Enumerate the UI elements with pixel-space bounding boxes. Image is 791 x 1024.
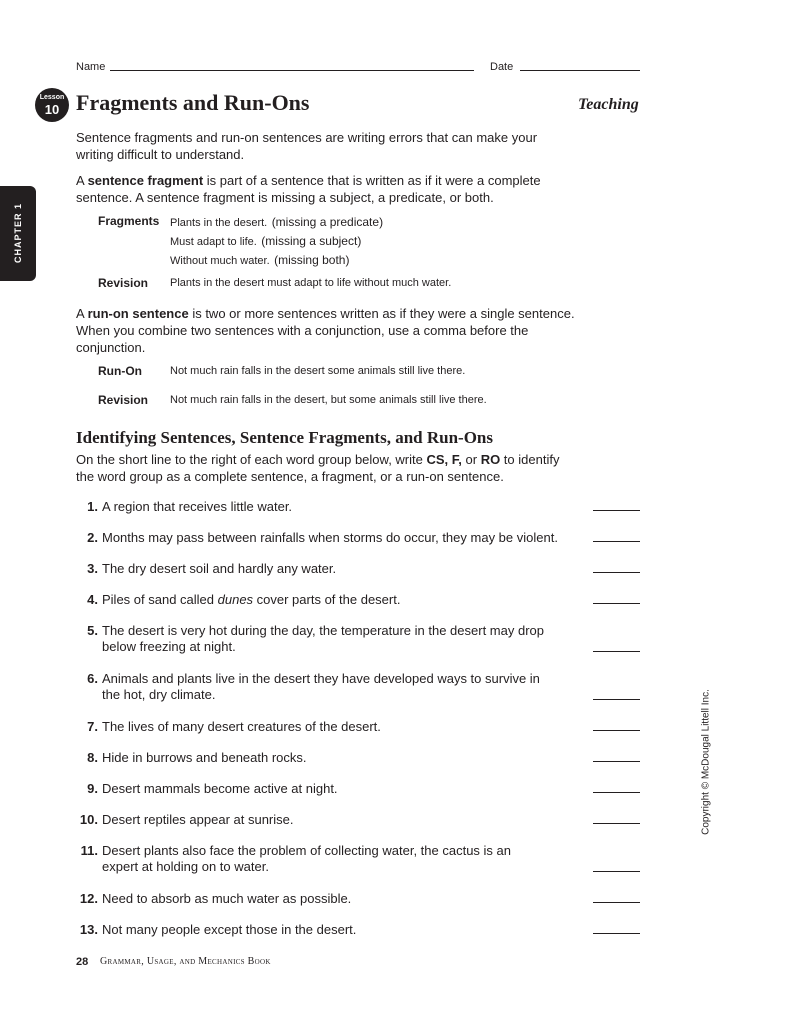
fragment-line — [170, 213, 383, 232]
fragment-text: Must adapt to life. — [170, 236, 257, 248]
fragment-line — [170, 251, 383, 270]
item-text: Months may pass between rainfalls when storms do occur, they may be violent. — [102, 530, 558, 545]
instructions — [76, 451, 576, 485]
item-number: 2. — [87, 530, 98, 545]
fragment-revision-text: Plants in the desert must adapt to life without much water. — [170, 277, 452, 289]
item-text: Hide in burrows and beneath rocks. — [102, 750, 307, 765]
item-number: 1. — [87, 499, 98, 514]
fragment-note: (missing both) — [274, 253, 350, 267]
item-text-post: cover parts of the desert. — [253, 592, 401, 607]
item-text-line2: expert at holding on to water. — [102, 859, 269, 874]
instructions-ro: RO — [480, 452, 501, 467]
list-item — [76, 719, 586, 735]
section-tag: Teaching — [578, 96, 639, 113]
item-text — [102, 592, 400, 607]
fragment-def-post: is part of a sentence that is written as if it were a complete sentence. A sentence fragment is missing a subject, a predicate, or both. — [76, 173, 541, 205]
fragment-text: Plants in the desert. — [170, 217, 268, 229]
chapter-tab-label: CHAPTER 1 — [13, 202, 23, 264]
fragment-note: (missing a predicate) — [271, 215, 384, 229]
answer-blank[interactable] — [593, 902, 640, 903]
instructions-pre: On the short line to the right of each word group below, write — [76, 452, 427, 467]
runon-def-pre: A — [76, 306, 88, 321]
answer-blank[interactable] — [593, 823, 640, 824]
name-field[interactable] — [110, 70, 474, 71]
lesson-label: Lesson — [39, 94, 65, 101]
item-text: Desert plants also face the problem of collecting water, the cactus is an — [102, 843, 511, 858]
runon-label: Run-On — [98, 364, 142, 378]
list-item — [76, 891, 586, 907]
list-item — [76, 499, 586, 515]
runon-revision-text: Not much rain falls in the desert, but some animals still live there. — [170, 394, 487, 406]
item-number: 7. — [87, 719, 98, 734]
item-text-line2: the hot, dry climate. — [102, 687, 216, 702]
list-item — [76, 592, 586, 608]
list-item — [76, 922, 586, 938]
list-item — [76, 781, 586, 797]
answer-blank[interactable] — [593, 761, 640, 762]
item-text-emphasis: dunes — [217, 592, 254, 607]
name-label: Name — [76, 61, 106, 73]
instructions-mid: or — [461, 452, 481, 467]
list-item — [76, 671, 586, 703]
list-item — [76, 843, 586, 875]
lesson-number: 10 — [44, 102, 60, 117]
answer-blank[interactable] — [593, 699, 640, 700]
item-number: 12. — [79, 891, 98, 906]
answer-blank[interactable] — [593, 730, 640, 731]
answer-blank[interactable] — [593, 871, 640, 872]
list-item — [76, 623, 586, 655]
answer-blank[interactable] — [593, 792, 640, 793]
answer-blank[interactable] — [593, 603, 640, 604]
list-item — [76, 750, 586, 766]
item-number: 9. — [87, 781, 98, 796]
item-text: Need to absorb as much water as possible. — [102, 891, 352, 906]
answer-blank[interactable] — [593, 933, 640, 934]
page-number: 28 — [76, 956, 89, 968]
list-item — [76, 530, 586, 546]
runon-def-post: is two or more sentences written as if they were a single sentence. When you combine two sentences with a conjunction, use a comma before the conjunction. — [76, 306, 575, 355]
item-number: 8. — [87, 750, 98, 765]
item-number: 6. — [87, 671, 98, 686]
copyright-notice: Copyright © McDougal Littell Inc. — [700, 689, 712, 835]
item-text: Not many people except those in the desert. — [102, 922, 357, 937]
lesson-badge — [35, 88, 69, 122]
item-text: The dry desert soil and hardly any water. — [102, 561, 337, 576]
item-text: The lives of many desert creatures of the desert. — [102, 719, 381, 734]
fragment-note: (missing a subject) — [261, 234, 362, 248]
runon-term: run-on sentence — [87, 306, 189, 321]
fragment-term: sentence fragment — [87, 173, 204, 188]
answer-blank[interactable] — [593, 572, 640, 573]
item-number: 13. — [79, 922, 98, 937]
instructions-post: to identify the word group as a complete sentence, a fragment, or a run-on sentence. — [76, 452, 560, 484]
runon-definition — [76, 305, 576, 356]
chapter-tab — [0, 186, 36, 281]
item-text: A region that receives little water. — [102, 499, 293, 514]
date-field[interactable] — [520, 70, 640, 71]
item-number: 4. — [87, 592, 98, 607]
fragments-label: Fragments — [98, 214, 160, 228]
item-number: 10. — [79, 812, 98, 827]
answer-blank[interactable] — [593, 510, 640, 511]
instructions-cs: CS, F, — [426, 452, 462, 467]
runon-revision-label: Revision — [98, 393, 149, 407]
list-item — [76, 561, 586, 577]
section-heading: Identifying Sentences, Sentence Fragments, and Run-Ons — [76, 428, 493, 447]
intro-paragraph: Sentence fragments and run-on sentences are writing errors that can make your writing difficult to understand. — [76, 130, 538, 162]
list-item — [76, 812, 586, 828]
answer-blank[interactable] — [593, 651, 640, 652]
item-number: 11. — [80, 843, 98, 858]
item-text-pre: Piles of sand called — [102, 592, 218, 607]
book-title: Grammar, Usage, and Mechanics Book — [100, 956, 271, 967]
fragment-line — [170, 232, 383, 251]
fragment-def-pre: A — [76, 173, 88, 188]
fragments-lines — [170, 213, 383, 270]
page-title: Fragments and Run-Ons — [76, 90, 310, 115]
fragment-definition — [76, 172, 576, 206]
runon-text: Not much rain falls in the desert some animals still live there. — [170, 365, 466, 377]
item-text: Desert mammals become active at night. — [102, 781, 338, 796]
item-number: 5. — [87, 623, 98, 638]
item-text: The desert is very hot during the day, the temperature in the desert may drop — [102, 623, 544, 638]
date-label: Date — [490, 61, 514, 73]
item-text-line2: below freezing at night. — [102, 639, 236, 654]
item-number: 3. — [87, 561, 98, 576]
answer-blank[interactable] — [593, 541, 640, 542]
fragment-text: Without much water. — [170, 255, 270, 267]
item-text: Animals and plants live in the desert they have developed ways to survive in — [102, 671, 540, 686]
fragment-revision-label: Revision — [98, 276, 149, 290]
item-text: Desert reptiles appear at sunrise. — [102, 812, 294, 827]
